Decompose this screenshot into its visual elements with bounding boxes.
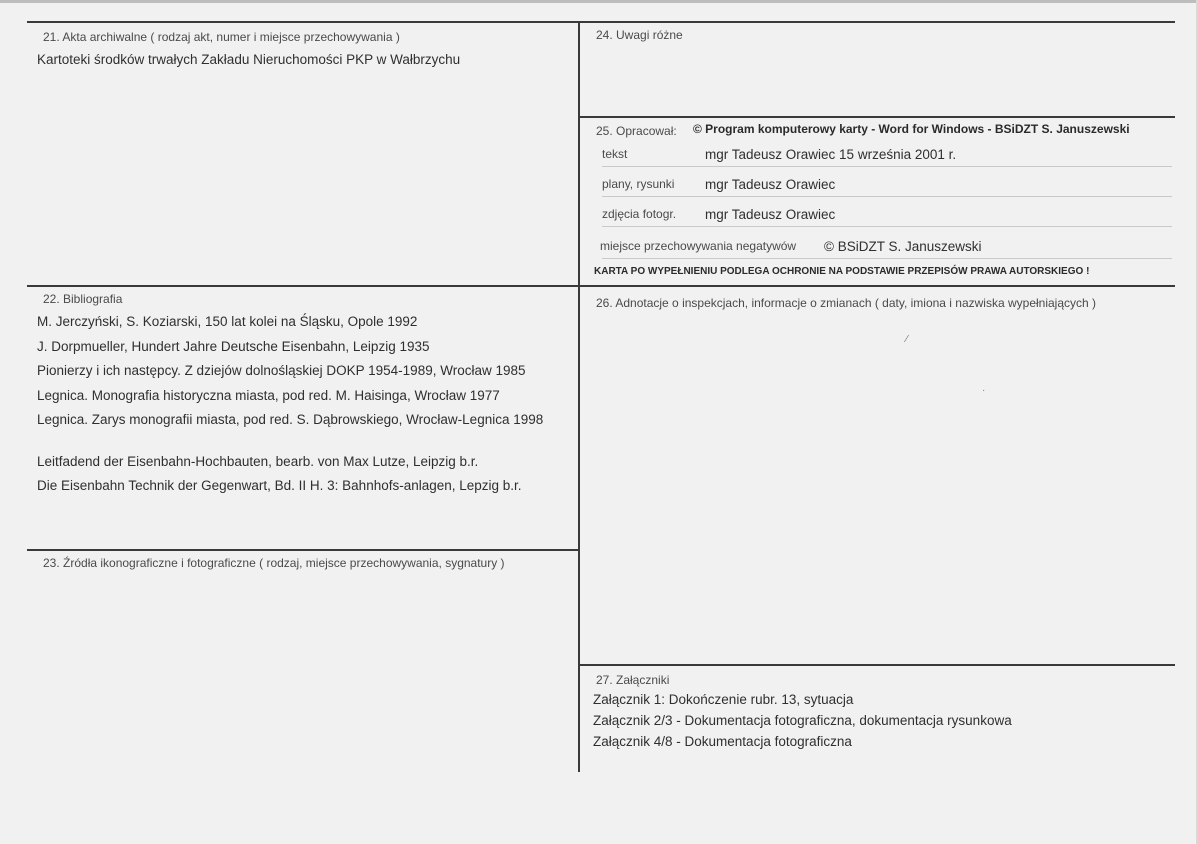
s25-row-underline xyxy=(602,226,1172,227)
s25-row-key: zdjęcia fotogr. xyxy=(602,207,677,221)
scan-speck: ⁄ xyxy=(906,334,908,345)
bibliography-item: Pionierzy i ich następcy. Z dziejów dolnośląskiej DOKP 1954-1989, Wrocław 1985 xyxy=(37,363,526,378)
s23-label: 23. Źródła ikonograficzne i fotograficzne ( rodzaj, miejsce przechowywania, sygnatury ) xyxy=(43,556,505,570)
bibliography-item: Die Eisenbahn Technik der Gegenwart, Bd. II H. 3: Bahnhofs-anlagen, Lepzig b.r. xyxy=(37,478,522,493)
s25-row-underline xyxy=(602,196,1172,197)
divider-top-right xyxy=(579,21,1175,23)
s25-row-key: tekst xyxy=(602,147,628,161)
s21-text: Kartoteki środków trwałych Zakładu Nieruchomości PKP w Wałbrzychu xyxy=(37,52,461,67)
bibliography-item: Legnica. Monografia historyczna miasta, pod red. M. Haisinga, Wrocław 1977 xyxy=(37,388,500,403)
s25-negatives-label: miejsce przechowywania negatywów xyxy=(600,239,797,253)
s25-row-value: mgr Tadeusz Orawiec xyxy=(705,177,836,192)
bibliography-item: M. Jerczyński, S. Koziarski, 150 lat kolei na Śląsku, Opole 1992 xyxy=(37,314,418,329)
s25-negatives-value: © BSiDZT S. Januszewski xyxy=(824,239,982,254)
copyright-notice: KARTA PO WYPEŁNIENIU PODLEGA OCHRONIE NA PODSTAWIE PRZEPISÓW PRAWA AUTORSKIEGO ! xyxy=(594,266,1090,277)
bibliography-item: Leitfadend der Eisenbahn-Hochbauten, bearb. von Max Lutze, Leipzig b.r. xyxy=(37,454,479,469)
divider-s23-top xyxy=(27,549,579,551)
bibliography-item: J. Dorpmueller, Hundert Jahre Deutsche Eisenbahn, Leipzig 1935 xyxy=(37,339,430,354)
divider-s22-top xyxy=(27,285,1175,287)
divider-center xyxy=(578,21,580,772)
s22-label: 22. Bibliografia xyxy=(43,292,123,306)
s27-label: 27. Załączniki xyxy=(596,673,670,687)
s24-label: 24. Uwagi różne xyxy=(596,28,683,42)
bibliography-item: Legnica. Zarys monografii miasta, pod red. S. Dąbrowskiego, Wrocław-Legnica 1998 xyxy=(37,412,544,427)
s25-program: © Program komputerowy karty - Word for Windows - BSiDZT S. Januszewski xyxy=(693,122,1130,136)
divider-s27-top xyxy=(579,664,1175,666)
attachment-item: Załącznik 2/3 - Dokumentacja fotograficzna, dokumentacja rysunkowa xyxy=(593,713,1012,728)
divider-s25-top xyxy=(579,116,1175,118)
s25-row-underline xyxy=(602,166,1172,167)
page-top-edge xyxy=(0,0,1198,3)
s25-label: 25. Opracował: xyxy=(596,124,677,138)
attachment-item: Załącznik 1: Dokończenie rubr. 13, sytuacja xyxy=(593,692,854,707)
s25-row-value: mgr Tadeusz Orawiec xyxy=(705,207,836,222)
attachment-item: Załącznik 4/8 - Dokumentacja fotograficzna xyxy=(593,734,852,749)
scan-speck: · xyxy=(982,385,986,396)
s25-negatives-underline xyxy=(602,258,1172,259)
divider-top-left xyxy=(27,21,579,23)
s21-label: 21. Akta archiwalne ( rodzaj akt, numer i miejsce przechowywania ) xyxy=(43,30,400,44)
s26-label: 26. Adnotacje o inspekcjach, informacje o zmianach ( daty, imiona i nazwiska wypełniających ) xyxy=(596,296,1097,310)
s25-row-key: plany, rysunki xyxy=(602,177,675,191)
s25-row-value: mgr Tadeusz Orawiec 15 września 2001 r. xyxy=(705,147,957,162)
